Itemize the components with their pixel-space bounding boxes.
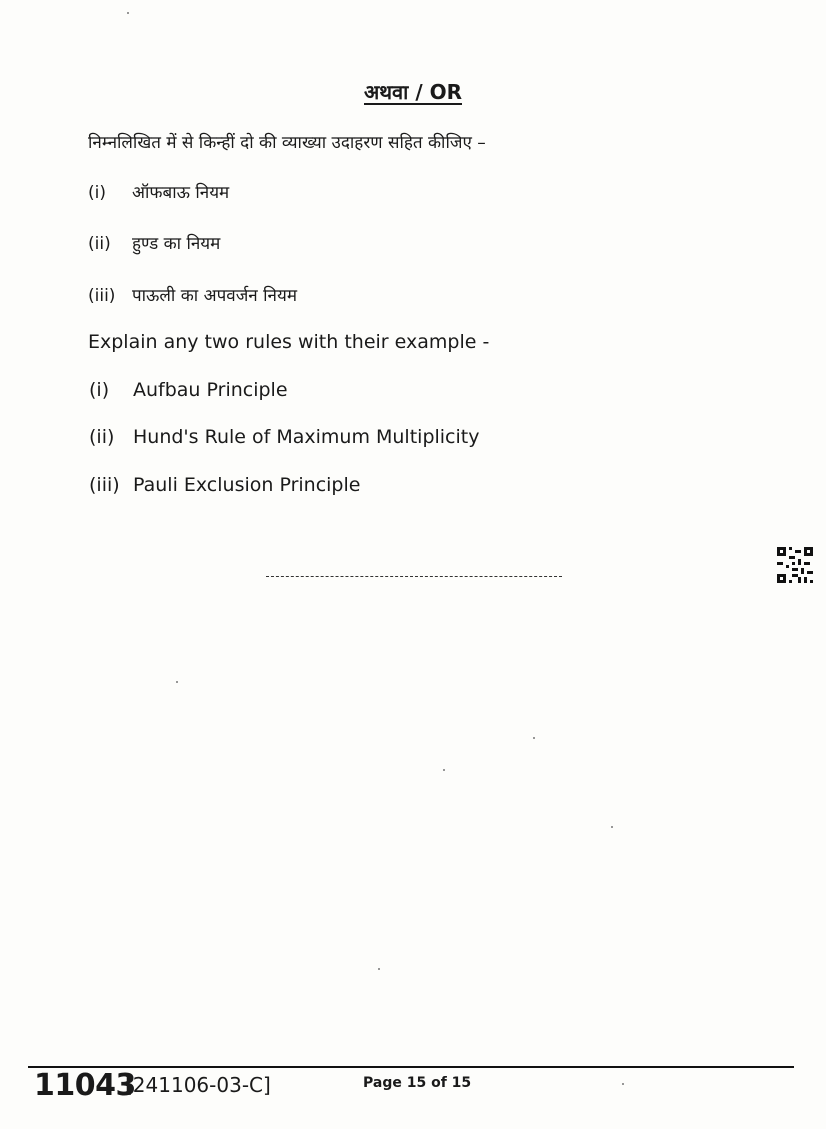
- paper-code: [241106-03-C]: [125, 1073, 271, 1097]
- page-number: Page 15 of 15: [363, 1075, 472, 1091]
- item-number: (ii): [88, 234, 111, 254]
- item-number: (i): [88, 183, 106, 203]
- hindi-item: [88, 283, 297, 306]
- item-text: पाऊली का अपवर्जन नियम: [132, 286, 298, 306]
- english-item: [89, 426, 479, 448]
- item-text: ऑफबाऊ नियम: [132, 183, 230, 203]
- item-text: Hund's Rule of Maximum Multiplicity: [133, 426, 480, 448]
- item-number: (iii): [88, 286, 116, 306]
- end-of-paper-line: [266, 576, 562, 577]
- item-number: (i): [89, 379, 110, 401]
- english-item: [89, 379, 288, 401]
- footer-rule: [28, 1066, 794, 1068]
- english-item: [89, 474, 360, 496]
- hindi-question-intro: निम्नलिखित में से किन्हीं दो की व्याख्या उदाहरण सहित कीजिए –: [88, 133, 486, 153]
- item-text: हुण्ड का नियम: [132, 234, 221, 254]
- item-text: Pauli Exclusion Principle: [133, 474, 361, 496]
- item-number: (iii): [89, 474, 120, 496]
- hindi-item: [88, 180, 229, 203]
- or-heading: [0, 78, 826, 105]
- scan-speck: [622, 1083, 624, 1085]
- qr-code-icon: [777, 547, 813, 583]
- scan-speck: [378, 968, 380, 970]
- exam-code: 11043: [34, 1068, 136, 1103]
- hindi-item: [88, 231, 220, 254]
- english-question-intro: Explain any two rules with their example -: [88, 331, 490, 353]
- scan-speck: [176, 681, 178, 683]
- scan-speck: [443, 769, 445, 771]
- scan-speck: [611, 826, 613, 828]
- scan-speck: [533, 737, 535, 739]
- item-text: Aufbau Principle: [133, 379, 288, 401]
- item-number: (ii): [89, 426, 115, 448]
- scan-speck: [127, 12, 129, 14]
- or-heading-text: अथवा / OR: [364, 80, 462, 104]
